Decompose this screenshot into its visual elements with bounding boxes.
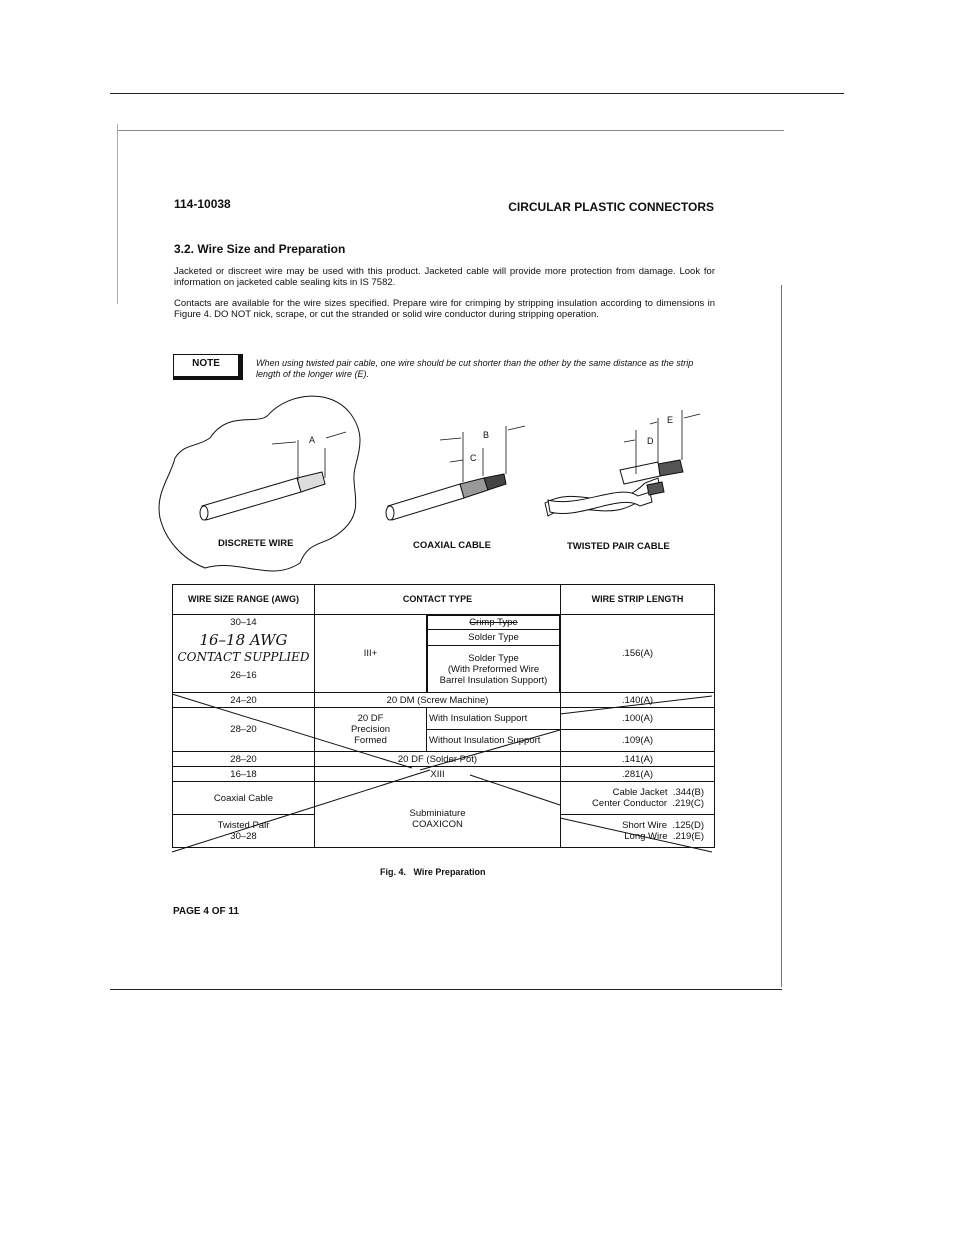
row1-size-top: 30–14 xyxy=(230,617,257,628)
row1-sub-solder: Solder Type xyxy=(428,630,560,646)
row7-size-line1: Twisted Pair xyxy=(217,820,270,831)
row3-sub-without: Without Insulation Support xyxy=(427,730,561,752)
row4-strip: .141(A) xyxy=(561,752,715,767)
row1-handwritten-2: CONTACT SUPPLIED xyxy=(177,650,310,664)
row1-sub3-line3: Barrel Insulation Support) xyxy=(439,674,548,686)
row3-contact-line3: Formed xyxy=(354,735,387,746)
row1-contact: III+ xyxy=(315,615,427,693)
twisted-pair-label: TWISTED PAIR CABLE xyxy=(567,541,670,552)
row5-size: 16–18 xyxy=(173,767,315,782)
row6-strip1-value: .344(B) xyxy=(672,787,704,798)
strike-line-1 xyxy=(172,694,412,768)
figure-caption: Fig. 4. Wire Preparation xyxy=(380,867,486,877)
row7-strip1-value: .125(D) xyxy=(672,820,704,831)
row1-handwritten-1: 16–18 AWG xyxy=(199,631,288,649)
doc-title: CIRCULAR PLASTIC CONNECTORS xyxy=(508,200,714,214)
strike-line-6 xyxy=(560,818,712,852)
row3-sub-with: With Insulation Support xyxy=(427,708,561,730)
row3-strip-1: .100(A) xyxy=(561,708,715,730)
paragraph-2: Contacts are available for the wire sizes specified. Prepare wire for crimping by stripping insulation according to dimensions in Figure 4. DO NOT nick, scrape, or cut the stranded or solid wire conductor during stripping operation. xyxy=(174,298,715,320)
dim-a-label: A xyxy=(309,435,316,445)
row1-sub3-line2: (With Preformed Wire xyxy=(447,663,540,675)
coaxial-cable-label: COAXIAL CABLE xyxy=(413,540,491,551)
note-label: NOTE xyxy=(173,354,243,380)
row3-strip-2: .109(A) xyxy=(561,730,715,752)
note-text: When using twisted pair cable, one wire should be cut shorter than the other by the same distance as the strip length of the longer wire (E). xyxy=(256,358,694,379)
row1-size-bottom: 26–16 xyxy=(230,670,257,681)
row5-contact: XIII xyxy=(315,767,561,782)
row7-strip2-label: Long Wire xyxy=(624,831,668,842)
row3-contact-line1: 20 DF xyxy=(357,713,384,724)
row7-size-line2: 30–28 xyxy=(230,831,257,842)
row3-contact-line2: Precision xyxy=(350,724,391,735)
row6-contact-line2: COAXICON xyxy=(412,818,463,830)
row2-size: 24–20 xyxy=(173,693,315,708)
dim-e-label: E xyxy=(667,415,674,425)
dim-c-label: C xyxy=(470,453,477,463)
row6-size: Coaxial Cable xyxy=(173,782,315,815)
row6-strip1-label: Cable Jacket xyxy=(612,787,668,798)
row2-contact: 20 DM (Screw Machine) xyxy=(315,693,561,708)
row7-strip1-label: Short Wire xyxy=(622,820,668,831)
dim-d-label: D xyxy=(647,436,654,446)
row7-strip2-value: .219(E) xyxy=(672,831,704,842)
header-strip-length: WIRE STRIP LENGTH xyxy=(561,585,715,615)
row4-contact: 20 DF (Solder Pot) xyxy=(315,752,561,767)
row3-size: 28–20 xyxy=(173,708,315,752)
doc-number: 114-10038 xyxy=(174,197,231,211)
row2-strip: .140(A) xyxy=(561,693,715,708)
header-contact-type: CONTACT TYPE xyxy=(315,585,561,615)
header-wire-size: WIRE SIZE RANGE (AWG) xyxy=(173,585,315,615)
row6-strip2-label: Center Conductor xyxy=(592,798,668,809)
section-title: 3.2. Wire Size and Preparation xyxy=(174,242,346,256)
dim-b-label: B xyxy=(483,430,490,440)
strike-line-3 xyxy=(420,730,560,770)
row5-strip: .281(A) xyxy=(561,767,715,782)
row6-contact-line1: Subminiature xyxy=(409,807,466,819)
row4-size: 28–20 xyxy=(173,752,315,767)
row1-sub-crimp: Crimp Type xyxy=(428,616,560,630)
discrete-wire-label: DISCRETE WIRE xyxy=(218,538,294,549)
row1-strip: .156(A) xyxy=(561,615,715,693)
strike-line-5 xyxy=(470,775,560,805)
paragraph-1: Jacketed or discreet wire may be used with this product. Jacketed cable will provide more protection from damage. Look for information on jacketed cable sealing kits in IS 7582. xyxy=(174,266,715,288)
strike-line-4 xyxy=(172,770,430,852)
row1-sub3-line1: Solder Type xyxy=(468,652,519,664)
row6-strip2-value: .219(C) xyxy=(672,798,704,809)
strike-line-2 xyxy=(560,696,712,714)
page-footer: PAGE 4 OF 11 xyxy=(173,906,239,917)
